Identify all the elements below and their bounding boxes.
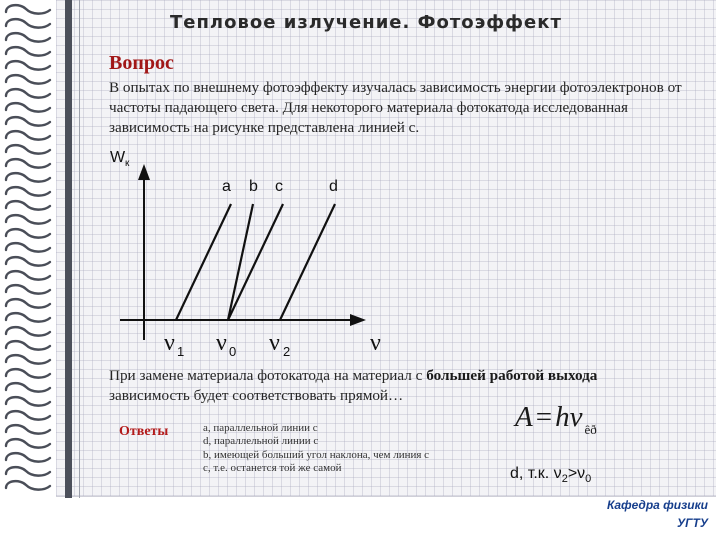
formula-sub: êð [584, 422, 597, 437]
spiral-coil [6, 299, 50, 307]
spiral-coil [6, 341, 50, 349]
spiral-coil [6, 131, 50, 139]
answer-option[interactable]: d, параллельной линии с [203, 435, 319, 448]
spiral-coil [6, 467, 50, 475]
spiral-binding [0, 0, 56, 540]
page-margin-bar [65, 0, 72, 498]
spiral-coil [6, 159, 50, 167]
question-text-main: В опытах по внешнему фотоэффекту изучалась зависимость энергии фотоэлектронов от частоты падающего света. Для некоторого материала фотокатода исследованная зависимость на рисунке представлена линией [109, 79, 682, 136]
spiral-coil [6, 229, 50, 237]
question2-part1: При замене материала фотокатода на материал с [109, 367, 427, 384]
spiral-coil [6, 61, 50, 69]
question-text-end: . [415, 119, 420, 136]
line-label-a: a [222, 178, 231, 195]
formula-rhs: hν [555, 401, 583, 433]
line-d [280, 204, 335, 320]
spiral-coil [6, 369, 50, 377]
spiral-coil [6, 47, 50, 55]
slide-title: Тепловое излучение. Фотоэффект [170, 12, 562, 33]
y-axis-label: W [110, 149, 126, 166]
question2-text [109, 366, 679, 406]
spiral-coil [6, 243, 50, 251]
spiral-coil [6, 89, 50, 97]
spiral-coil [6, 19, 50, 27]
x-axis-arrow [350, 314, 366, 326]
formula-lhs: A [515, 401, 533, 433]
note-gt: >ν [567, 465, 586, 482]
answer-option[interactable]: b, имеющей больший угол наклона, чем линия с [203, 448, 430, 461]
spiral-coil [6, 173, 50, 181]
spiral-coil [6, 397, 50, 405]
spiral-coil [6, 327, 50, 335]
tick-nu2: ν [269, 330, 280, 356]
y-axis-arrow [138, 164, 150, 180]
tick-nu0-sub: 0 [229, 344, 237, 359]
energy-frequency-graph [108, 140, 408, 365]
tick-nu1-sub: 1 [177, 344, 185, 359]
spiral-coil [6, 411, 50, 419]
department-line1: Кафедра физики [606, 498, 708, 512]
question-line-letter: с [408, 119, 416, 136]
answer-option[interactable]: с, т.е. останется той же самой [203, 462, 342, 475]
page-margin-rule [79, 0, 80, 498]
formula-eq: = [535, 401, 553, 433]
department-line2: УГТУ [677, 516, 708, 530]
question2-bold: большей работой выхода [426, 367, 598, 384]
tick-nu0: ν [216, 330, 227, 356]
spiral-coil [6, 33, 50, 41]
spiral-coil [6, 201, 50, 209]
y-axis-sub: к [125, 158, 130, 169]
spiral-coil [6, 5, 50, 13]
answers-list [203, 422, 429, 476]
answer-option[interactable]: а, параллельной линии с [203, 422, 318, 434]
work-function-formula [515, 401, 597, 438]
note-sub0: 0 [585, 473, 592, 486]
line-c [228, 204, 283, 320]
line-a [176, 204, 231, 320]
note-sub2: 2 [561, 473, 568, 486]
line-label-b: b [249, 178, 258, 195]
answers-heading: Ответы [119, 424, 169, 439]
spiral-coil [6, 383, 50, 391]
spiral-coil [6, 481, 50, 489]
spiral-coils [0, 0, 56, 540]
spiral-coil [6, 75, 50, 83]
x-axis-label: ν [370, 330, 381, 356]
question-heading: Вопрос [109, 52, 174, 74]
line-label-c: c [275, 178, 283, 195]
spiral-coil [6, 187, 50, 195]
line-b [228, 204, 253, 320]
department-label [607, 496, 708, 532]
spiral-coil [6, 285, 50, 293]
spiral-coil [6, 145, 50, 153]
spiral-coil [6, 271, 50, 279]
tick-nu1: ν [164, 330, 175, 356]
spiral-coil [6, 425, 50, 433]
spiral-coil [6, 215, 50, 223]
question2-part2: зависимость будет соответствовать прямой… [109, 387, 404, 404]
spiral-coil [6, 313, 50, 321]
spiral-coil [6, 453, 50, 461]
spiral-coil [6, 257, 50, 265]
spiral-coil [6, 117, 50, 125]
answer-note [510, 465, 591, 485]
spiral-coil [6, 439, 50, 447]
tick-nu2-sub: 2 [283, 344, 291, 359]
line-label-d: d [329, 178, 338, 195]
note-prefix: d, т.к. ν [510, 465, 562, 482]
question-text [109, 78, 689, 138]
spiral-coil [6, 355, 50, 363]
spiral-coil [6, 103, 50, 111]
